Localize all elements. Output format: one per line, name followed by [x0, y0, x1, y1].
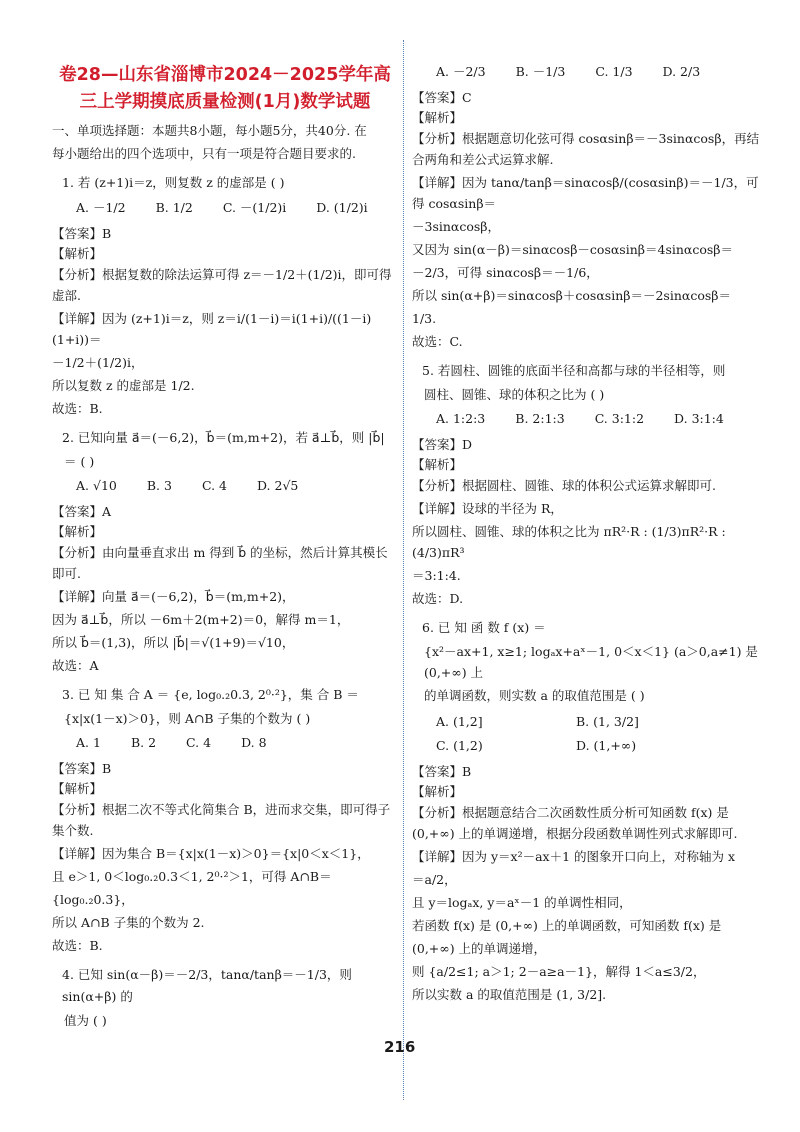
q6-detail-7: 所以实数 a 的取值范围是 (1, 3/2]. — [412, 987, 607, 1002]
q6-detail-5: (0,+∞) 上的单调递增， — [412, 941, 547, 956]
q4-stem-2: 值为 ( ) — [64, 1013, 107, 1028]
q1-analysis: 【分析】根据复数的除法运算可得 z＝－1/2＋(1/2)i，即可得虚部. — [52, 267, 392, 303]
q3-detail-3: {log₀.₂0.3}， — [52, 892, 134, 907]
q6-detail-6: 则 {a/2≤1; a＞1; 2－a≥a－1}，解得 1＜a≤3/2， — [412, 964, 706, 979]
q5-answer: 【答案】D — [412, 437, 473, 452]
q2-analysis: 【分析】由向量垂直求出 m 得到 b⃗ 的坐标，然后计算其模长即可. — [52, 545, 388, 581]
q2-detail-3: 所以 b⃗＝(1,3)，所以 |b⃗|＝√(1+9)＝√10， — [52, 635, 295, 650]
q3-analysis: 【分析】根据二次不等式化简集合 B，进而求交集，即可得子集个数. — [52, 802, 391, 838]
q1-detail-1: 【详解】因为 (z+1)i＝z，则 z＝i/(1－i)＝i(1+i)/((1－i)(1+i))＝ — [52, 311, 372, 347]
q6-detail-1: 【详解】因为 y＝x²－ax＋1 的图象开口向上，对称轴为 x — [412, 849, 736, 864]
q1-option-d: D. (1/2)i — [316, 200, 368, 215]
q6-stem-3: 的单调函数，则实数 a 的取值范围是 ( ) — [424, 688, 645, 703]
q3-detail-2: 且 e＞1, 0＜log₀.₂0.3＜1, 2⁰·²＞1，可得 A∩B＝ — [52, 869, 332, 884]
q4-conclusion: 故选：C. — [412, 334, 463, 349]
q2-detail-2: 因为 a⃗⊥b⃗，所以 －6m＋2(m+2)＝0，解得 m＝1， — [52, 612, 350, 627]
q6-option-a: A. (1,2] — [436, 714, 483, 729]
q4-detail-2: －3sinαcosβ， — [412, 219, 501, 234]
q1-answer: 【答案】B — [52, 226, 112, 241]
q1-detail-2: －1/2＋(1/2)i， — [52, 355, 144, 370]
q4-answer: 【答案】C — [412, 90, 472, 105]
q2-option-a: A. √10 — [76, 478, 117, 493]
q5-detail-3: ＝3:1:4. — [412, 568, 461, 583]
q5-options — [436, 409, 770, 429]
q3-stem-1: 3. 已 知 集 合 A ＝ {e, log₀.₂0.3, 2⁰·²}，集 合 B ＝ — [62, 687, 359, 702]
q3-detail-4: 所以 A∩B 子集的个数为 2. — [52, 915, 205, 930]
q1-option-c: C. －(1/2)i — [222, 200, 287, 215]
q1-stem: 1. 若 (z+1)i＝z，则复数 z 的虚部是 ( ) — [62, 175, 285, 190]
q6-stem-1: 6. 已 知 函 数 f (x) ＝ — [422, 620, 546, 635]
q4-detail-4: －2/3，可得 sinαcosβ＝－1/6， — [412, 265, 599, 280]
q4-detail-5: 所以 sin(α+β)＝sinαcosβ＋cosαsinβ＝－2sinαcosβ＝ — [412, 288, 732, 303]
q4-jiexi: 【解析】 — [412, 110, 463, 125]
q1-jiexi: 【解析】 — [52, 246, 103, 261]
q5-analysis: 【分析】根据圆柱、圆锥、球的体积公式运算求解即可. — [412, 478, 716, 493]
q3-options — [76, 733, 398, 753]
q3-option-c: C. 4 — [186, 735, 212, 750]
q1-options — [76, 198, 398, 218]
q2-option-d: D. 2√5 — [256, 478, 299, 493]
q5-conclusion: 故选：D. — [412, 591, 464, 606]
column-divider — [403, 40, 404, 1100]
q3-option-a: A. 1 — [76, 735, 101, 750]
q6-jiexi: 【解析】 — [412, 784, 463, 799]
q5-stem-2: 圆柱、圆锥、球的体积之比为 ( ) — [424, 387, 605, 402]
q4-option-d: D. 2/3 — [662, 64, 701, 79]
q3-answer: 【答案】B — [52, 761, 112, 776]
q3-stem-2: {x|x(1－x)＞0}，则 A∩B 子集的个数为 ( ) — [64, 711, 311, 726]
q4-option-b: B. －1/3 — [515, 64, 566, 79]
q4-option-c: C. 1/3 — [595, 64, 633, 79]
left-column — [52, 62, 398, 1033]
q1-option-a: A. －1/2 — [76, 200, 126, 215]
q2-stem-2: ＝ ( ) — [64, 454, 95, 469]
q6-stem-2: {x²－ax+1, x≥1; logₐx+aˣ－1, 0＜x＜1} (a＞0,a≠1) 是 (0,+∞) 上 — [424, 644, 758, 680]
q5-detail-1: 【详解】设球的半径为 R， — [412, 501, 563, 516]
right-column — [412, 58, 770, 1007]
q6-option-b: B. (1, 3/2] — [576, 714, 639, 729]
q2-detail-1: 【详解】向量 a⃗＝(－6,2)，b⃗＝(m,m+2)， — [52, 589, 295, 604]
q5-option-c: C. 3:1:2 — [594, 411, 645, 426]
q2-jiexi: 【解析】 — [52, 524, 103, 539]
q6-detail-3: 且 y＝logₐx, y＝aˣ－1 的单调性相同， — [412, 895, 632, 910]
q3-option-b: B. 2 — [130, 735, 157, 750]
q5-option-d: D. 3:1:4 — [674, 411, 724, 426]
q5-stem-1: 5. 若圆柱、圆锥的底面半径和高都与球的半径相等，则 — [422, 363, 726, 378]
q5-option-a: A. 1:2:3 — [436, 411, 486, 426]
q2-conclusion: 故选：A — [52, 658, 99, 673]
q6-analysis: 【分析】根据题意结合二次函数性质分析可知函数 f(x) 是 (0,+∞) 上的单调递增，根据分段函数单调性列式求解即可. — [412, 805, 738, 841]
q4-detail-1: 【详解】因为 tanα/tanβ＝sinαcosβ/(cosαsinβ)＝－1/3，可得 cosαsinβ＝ — [412, 175, 759, 211]
q1-detail-3: 所以复数 z 的虚部是 1/2. — [52, 378, 195, 393]
q3-option-d: D. 8 — [241, 735, 267, 750]
q3-detail-1: 【详解】因为集合 B＝{x|x(1－x)＞0}＝{x|0＜x＜1}， — [52, 846, 370, 861]
q2-stem-1: 2. 已知向量 a⃗＝(－6,2)，b⃗＝(m,m+2)，若 a⃗⊥b⃗，则 |b⃗| — [62, 430, 385, 445]
q4-detail-3: 又因为 sin(α－β)＝sinαcosβ－cosαsinβ＝4sinαcosβ＝ — [412, 242, 734, 257]
q6-option-c: C. (1,2) — [436, 738, 483, 753]
q5-jiexi: 【解析】 — [412, 457, 463, 472]
q4-analysis: 【分析】根据题意切化弦可得 cosαsinβ＝－3sinαcosβ，再结合两角和差公式运算求解. — [412, 131, 760, 167]
q5-detail-2: 所以圆柱、圆锥、球的体积之比为 πR²·R : (1/3)πR²·R : (4/3)πR³ — [412, 524, 726, 560]
q1-option-b: B. 1/2 — [155, 200, 193, 215]
title-line-2: 三上学期摸底质量检测(1月)数学试题 — [79, 92, 371, 112]
q2-options — [76, 476, 398, 496]
q2-answer: 【答案】A — [52, 504, 112, 519]
q4-option-a: A. －2/3 — [436, 64, 486, 79]
q6-detail-4: 若函数 f(x) 是 (0,+∞) 上的单调函数，可知函数 f(x) 是 — [412, 918, 722, 933]
exam-title — [52, 62, 398, 116]
q6-options — [436, 710, 770, 758]
section-heading-1: 一、单项选择题：本题共8小题，每小题5分，共40分. 在 — [52, 123, 367, 138]
q2-option-c: C. 4 — [201, 478, 227, 493]
title-line-1: 卷28—山东省淄博市2024－2025学年高 — [59, 65, 391, 85]
q6-answer: 【答案】B — [412, 764, 472, 779]
q6-detail-2: ＝a/2， — [412, 872, 457, 887]
q3-jiexi: 【解析】 — [52, 781, 103, 796]
q6-option-d: D. (1,+∞) — [576, 738, 637, 753]
q1-conclusion: 故选：B. — [52, 401, 103, 416]
q2-option-b: B. 3 — [146, 478, 172, 493]
page-number: 216 — [384, 1038, 416, 1056]
q4-stem-1: 4. 已知 sin(α－β)＝－2/3，tanα/tanβ＝－1/3，则 sin(α+β) 的 — [62, 967, 352, 1004]
q4-options — [436, 62, 770, 82]
q4-detail-6: 1/3. — [412, 311, 437, 326]
q5-option-b: B. 2:1:3 — [515, 411, 565, 426]
q3-conclusion: 故选：B. — [52, 938, 103, 953]
section-heading-2: 每小题给出的四个选项中，只有一项是符合题目要求的. — [52, 146, 356, 161]
